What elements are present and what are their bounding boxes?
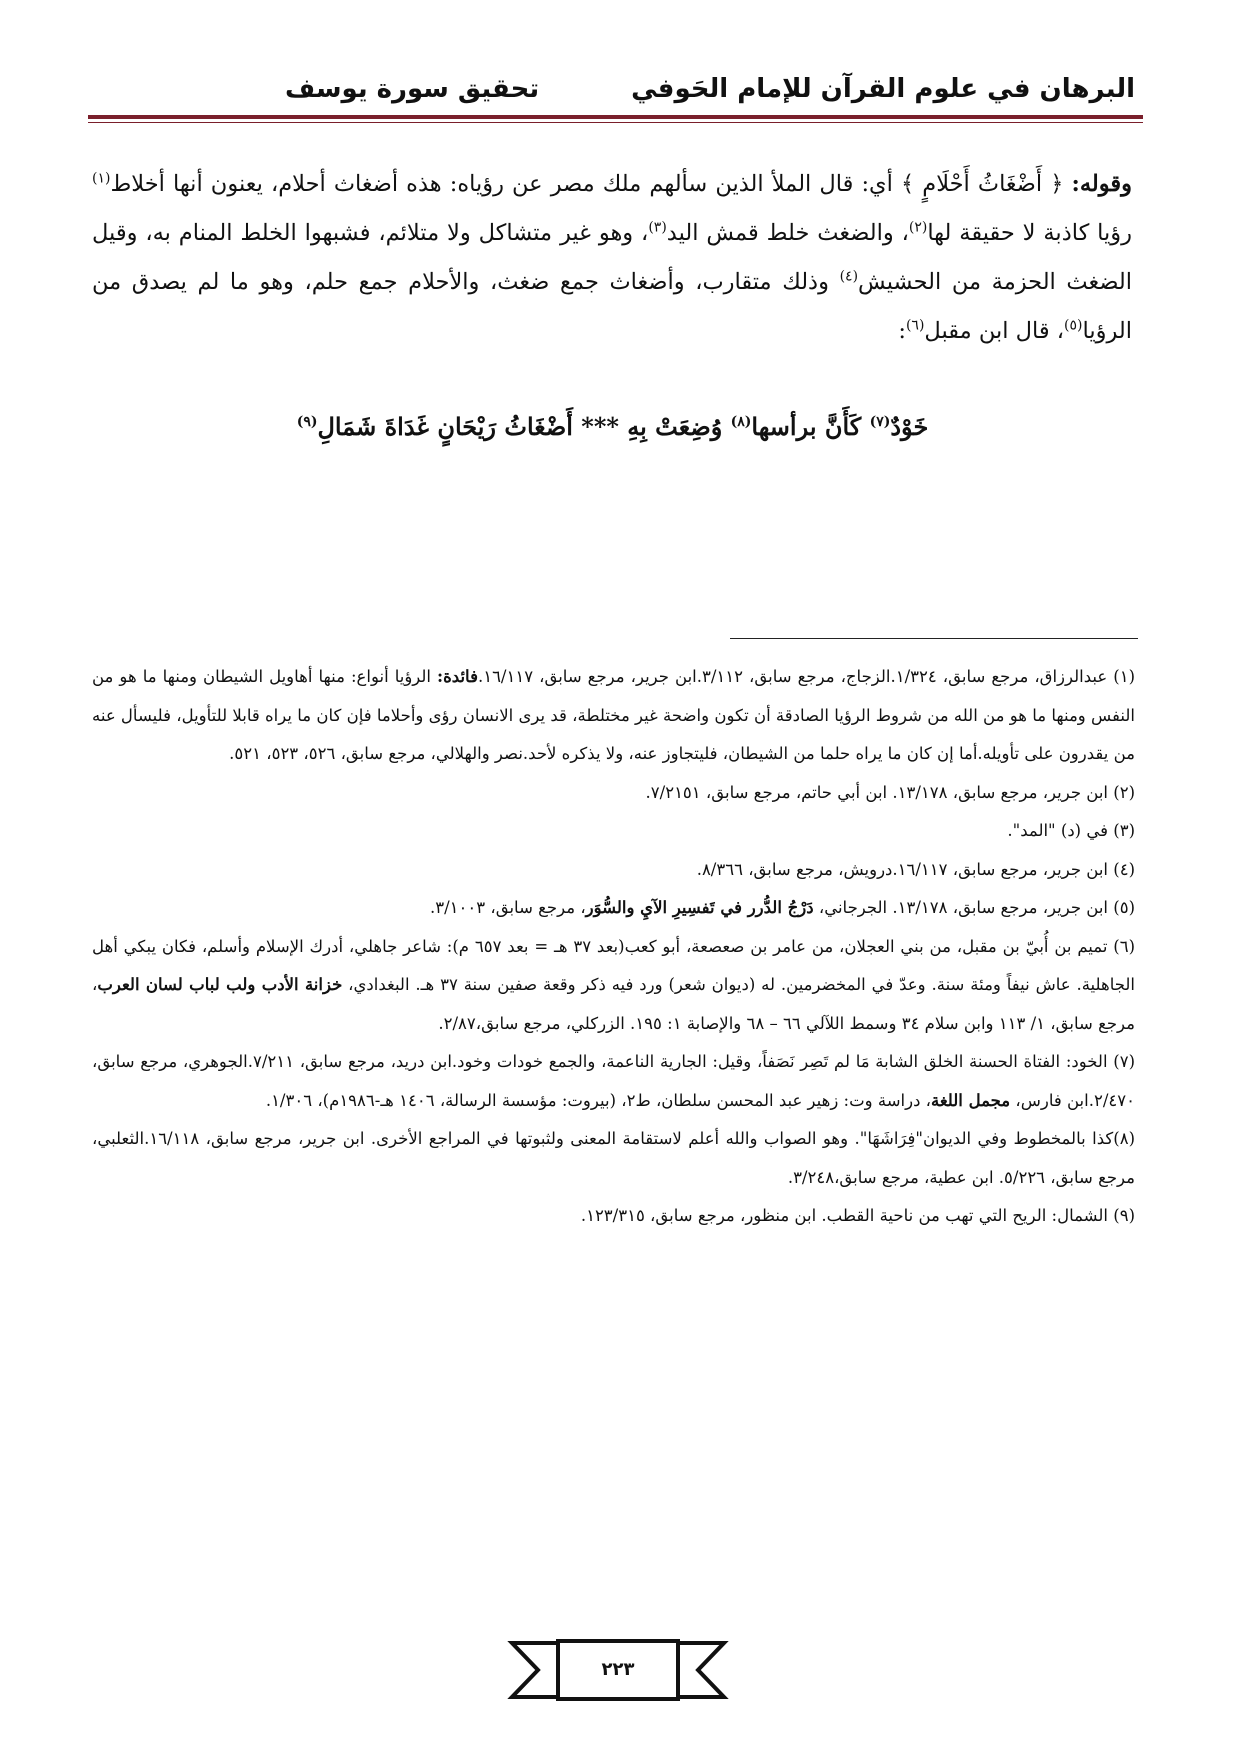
lead-word: وقوله: <box>1071 171 1132 197</box>
footnote-6 <box>92 928 1135 1044</box>
footnote-5 <box>92 889 1135 928</box>
footnote-7-tail: ، دراسة وت: زهير عبد المحسن سلطان، ط٢، (بيروت: مؤسسة الرسالة، ١٤٠٦ هـ-١٩٨٦م)، ١/٣٠٦. <box>265 1090 931 1110</box>
footnote-6-text: (٦) تميم بن أُبيّ بن مقبل، من بني العجلان، من عامر بن صعصعة، أبو كعب(بعد ٣٧ هـ = بعد ٦٥٧ م): شاعر جاهلي، أدرك الإسلام وأسلم، فكان يبكي أهل الجاهلية. عاش نيفاً ومئة سنة. وعدّ في المخضرمين. له (ديوان شعر) ورد فيه ذكر وقعة صفين سنة ٣٧ هـ. البغدادي، <box>92 936 1135 994</box>
header-rule-thin <box>88 122 1143 123</box>
footnote-1-note-label: فائدة: <box>437 667 478 686</box>
footnote-7-book-title: مجمل اللغة <box>931 1090 1011 1110</box>
footnote-9: (٩) الشمال: الريح التي تهب من ناحية القطب. ابن منظور، مرجع سابق، ١٢٣/٣١٥. <box>580 1206 1135 1225</box>
book-title: البرهان في علوم القرآن للإمام الحَوفي <box>631 74 1135 104</box>
footnote-ref-7[interactable]: (٧) <box>869 414 891 430</box>
footnote-ref-3[interactable]: (٣) <box>648 219 667 236</box>
footnote-3: (٣) في (د) "المد". <box>1007 821 1135 840</box>
footnote-1 <box>92 658 1135 774</box>
footnote-6-tail: ، مرجع سابق، ١/ ١١٣ وابن سلام ٣٤ وسمط اللآلي ٦٦ – ٦٨ والإصابة ١: ١٩٥. الزركلي، مرجع سابق،٢/٨٧. <box>92 975 1135 1033</box>
paragraph-text-1: ﴿ أَضْغَاثُ أَحْلَامٍ ﴾ أي: قال الملأ الذين سألهم ملك مصر عن رؤياه: هذه أضغاث أحلام، يعنون أنها أخلاط <box>110 171 1072 197</box>
page-header <box>95 70 1135 110</box>
paragraph-text-4: ، وهو غير متشاكل ولا متلائم، فشبهوا الخلط المنام به، وقيل الضغث الحزمة من الحشيش <box>92 220 1132 295</box>
footnote-8: (٨)كذا بالمخطوط وفي الديوان"فِرَاشَهَا". وهو الصواب والله أعلم لاستقامة المعنى ولثبوتها في المراجع الأخرى. ابن جرير، مرجع سابق، ١٦/١١٨.الثعلبي، مرجع سابق، ٥/٢٢٦. ابن عطية، مرجع سابق،٣/٢٤٨. <box>92 1129 1135 1187</box>
main-paragraph <box>92 160 1132 356</box>
footnote-2: (٢) ابن جرير، مرجع سابق، ١٣/١٧٨. ابن أبي حاتم، مرجع سابق، ٧/٢١٥١. <box>645 782 1135 802</box>
paragraph-text-2: رؤيا كاذبة لا حقيقة لها <box>927 220 1132 246</box>
poetry-verse <box>90 412 1135 441</box>
footnote-ref-2[interactable]: (٢) <box>908 219 928 236</box>
footnote-4: (٤) ابن جرير، مرجع سابق، ١٦/١١٧.درويش، مرجع سابق، ٨/٣٦٦. <box>696 859 1135 879</box>
footnote-separator <box>730 638 1138 639</box>
verse-text-2: كَأَنَّ برأسها <box>751 412 870 441</box>
footnote-7-text: (٧) الخود: الفتاة الحسنة الخلق الشابة مَا لم تَصِر نَصَفاً، وقيل: الجارية الناعمة، والجمع خودات وخود.ابن دريد، مرجع سابق، ٧/٢١١.الجوهري، مرجع سابق، ٢/٤٧٠.ابن فارس، <box>92 1052 1135 1110</box>
verse-text-3: وُضِعَتْ بِهِ *** أَضْغَاثُ رَيْحَانٍ غَدَاةَ شَمَالِ <box>317 412 731 441</box>
paragraph-text-6: ، قال ابن مقبل <box>924 318 1065 344</box>
footnote-ref-5[interactable]: (٥) <box>1064 317 1083 334</box>
footnote-5-text: (٥) ابن جرير، مرجع سابق، ١٣/١٧٨. الجرجاني، <box>813 898 1135 917</box>
footnote-1-text: (١) عبدالرزاق، مرجع سابق، ١/٣٢٤.الزجاج، مرجع سابق، ٣/١١٢.ابن جرير، مرجع سابق، ١٦/١١٧. <box>477 667 1135 686</box>
header-rule-thick <box>88 115 1143 119</box>
footnote-1-note: الرؤيا أنواع: منها أهاويل الشيطان ومنها ما هو من النفس ومنها ما هو من الله من شروط الرؤيا الصادقة أن تكون واضحة غير مختلطة، قد يرى الانسان رؤى وأحلاما فإن كان ما يراه قابلا للتأويل، فليسأل عنه من يقدرون على تأويله.أما إن كان ما يراه حلما من الشيطان، فليتجاوز عنه، ولا يذكره لأحد.نصر والهلالي، مرجع سابق، ٥٢٦، ٥٢٣، ٥٢١. <box>92 667 1135 763</box>
footnote-ref-4[interactable]: (٤) <box>839 268 859 285</box>
footnote-ref-9[interactable]: (٩) <box>296 414 318 430</box>
paragraph-text-7: : <box>898 318 906 344</box>
verse-word-khawd: خَوْدٌ <box>890 412 929 441</box>
paragraph-text-3: ، والضغث خلط قمش اليد <box>666 220 909 246</box>
footnotes-section <box>92 658 1135 1236</box>
footnote-7 <box>92 1043 1135 1120</box>
footnote-ref-1[interactable]: (١) <box>92 170 111 187</box>
footnote-ref-6[interactable]: (٦) <box>905 317 925 334</box>
page-number: ٢٢٣ <box>601 1659 635 1680</box>
footnote-6-book-title: خزانة الأدب ولب لباب لسان العرب <box>97 975 343 994</box>
footnote-5-tail: ، مرجع سابق، ٣/١٠٠٣. <box>430 898 586 917</box>
footnote-5-book-title: دَرْجُ الدُّرر في تَفسِيرِ الآيِ والسُّوَر <box>585 898 814 917</box>
paragraph-text-5: وذلك متقارب، وأضغاث جمع ضغث، والأحلام جمع حلم، وهو ما لم يصدق من الرؤيا <box>92 269 1132 344</box>
section-title: تحقيق سورة يوسف <box>285 74 540 104</box>
page-number-badge <box>506 1635 730 1705</box>
footnote-ref-8[interactable]: (٨) <box>730 414 752 430</box>
